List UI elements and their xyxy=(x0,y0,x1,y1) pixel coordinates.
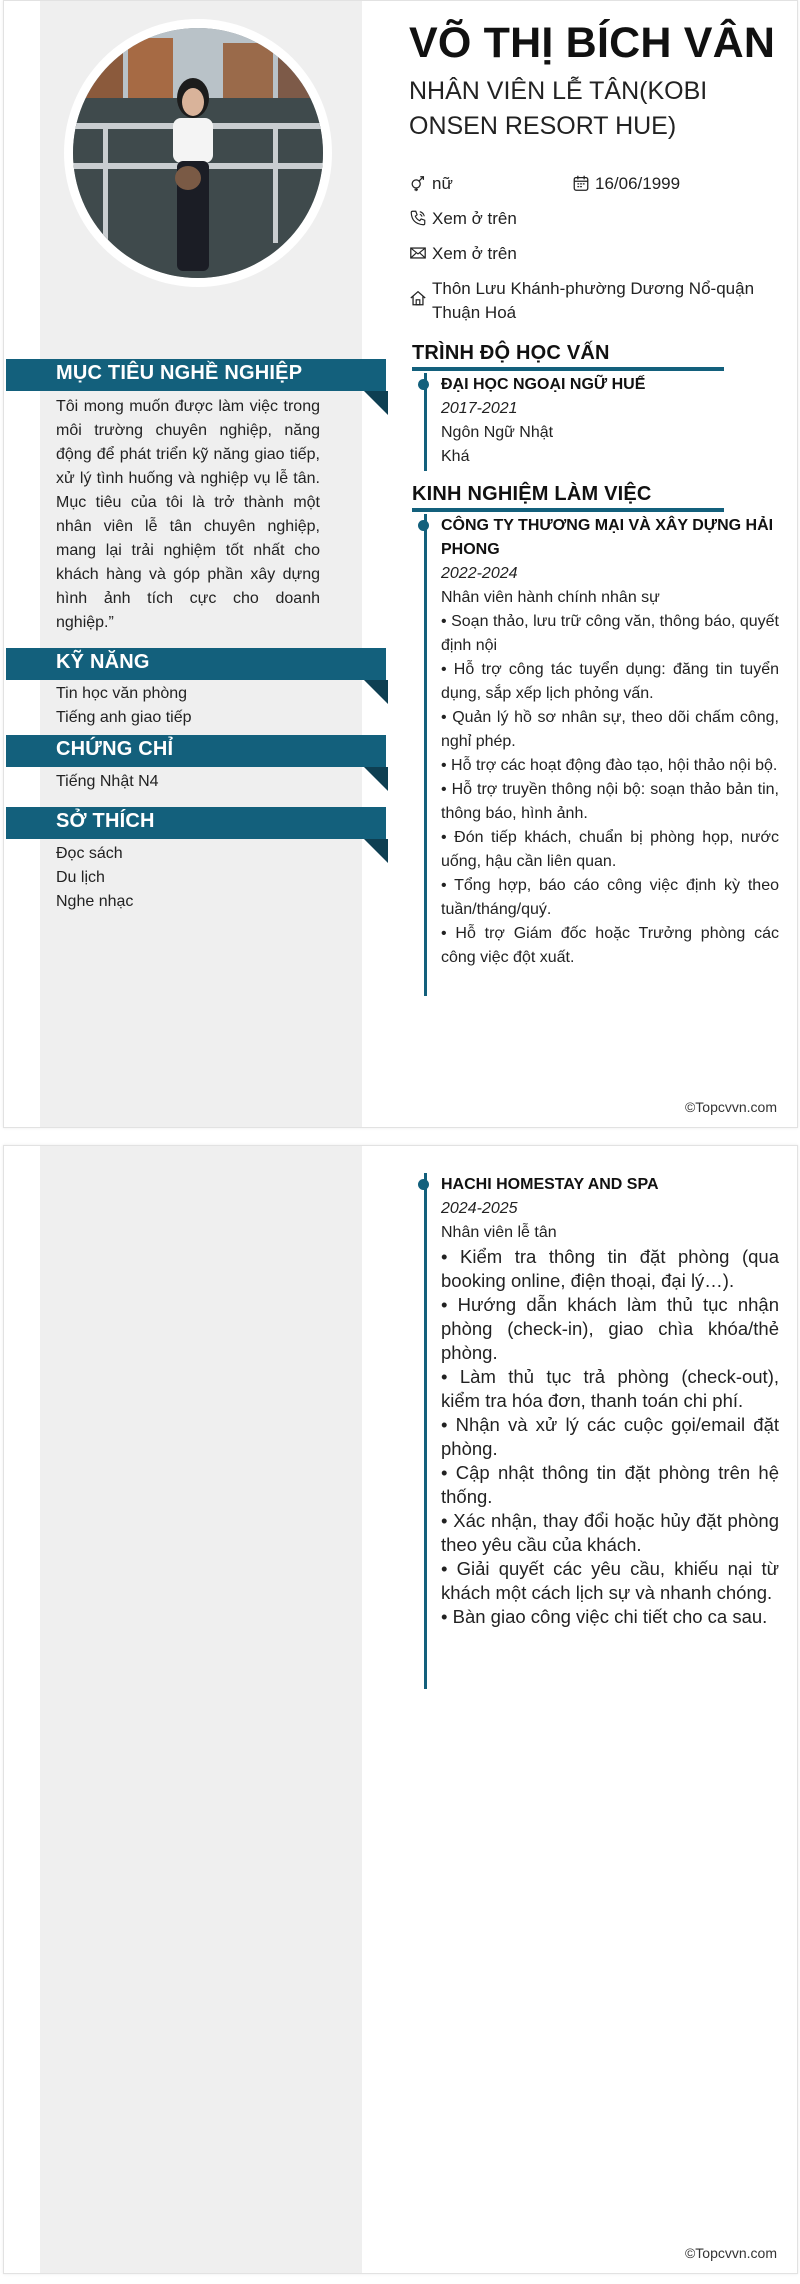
duty-item: • Hỗ trợ các hoạt động đào tạo, hội thảo nội bộ. xyxy=(441,757,778,774)
experience-entry xyxy=(441,1173,779,1629)
certificates-list xyxy=(56,770,320,794)
heading-fold xyxy=(364,680,388,704)
phone-row xyxy=(409,207,517,231)
footer-brand: ©Topcvvn.com xyxy=(684,1099,777,1115)
phone-icon xyxy=(409,209,427,227)
birthdate-value: 16/06/1999 xyxy=(595,174,681,193)
full-name: VÕ THỊ BÍCH VÂN xyxy=(409,19,776,67)
duty-item: • Nhận và xử lý các cuộc gọi/email đặt phòng. xyxy=(441,1414,779,1459)
gender-row xyxy=(409,172,453,196)
objective-title: MỤC TIÊU NGHỀ NGHIỆP xyxy=(56,362,303,384)
experience-period: 2022-2024 xyxy=(441,565,518,582)
skill-item: Tin học văn phòng xyxy=(56,685,188,702)
experience-timeline xyxy=(424,1173,427,1689)
skills-list xyxy=(56,682,320,730)
duty-item: • Giải quyết các yêu cầu, khiếu nại từ khách một cách lịch sự và nhanh chóng. xyxy=(441,1558,779,1603)
avatar xyxy=(64,19,332,287)
experience-position: Nhân viên lễ tân xyxy=(441,1224,557,1241)
job-title: NHÂN VIÊN LỄ TÂN(KOBI ONSEN RESORT HUE) xyxy=(409,77,708,140)
skill-item: Tiếng anh giao tiếp xyxy=(56,709,192,726)
phone-value: Xem ở trên xyxy=(432,209,517,228)
experience-duties xyxy=(441,1245,779,1629)
email-value: Xem ở trên xyxy=(432,244,517,263)
timeline-dot xyxy=(418,520,429,531)
certificates-heading xyxy=(6,735,386,767)
gender-icon xyxy=(409,174,427,192)
skills-heading xyxy=(6,648,386,680)
hobby-item: Đọc sách xyxy=(56,845,123,862)
mail-icon xyxy=(409,244,427,262)
objective-text: Tôi mong muốn được làm việc trong môi trường chuyên nghiệp, năng động để phát triển kỹ năng giao tiếp, xử lý tình huống và nghiệp vụ lễ tân. Mục tiêu của tôi là trở thành một nhân viên lễ tân chuyên nghiệp, mang lại trải nghiệm tốt nhất cho khách hàng và góp phần xây dựng hình ảnh tích cực cho doanh nghiệp.” xyxy=(56,398,320,631)
address-value: Thôn Lưu Khánh-phường Dương Nổ-quận Thuận Hoá xyxy=(432,279,755,322)
education-title: TRÌNH ĐỘ HỌC VẤN xyxy=(412,342,610,364)
duty-item: • Soạn thảo, lưu trữ công văn, thông báo, quyết định nội xyxy=(441,613,779,654)
duty-item: • Hỗ trợ công tác tuyển dụng: đăng tin tuyển dụng, sắp xếp lịch phỏng vấn. xyxy=(441,661,779,702)
cv-page-1 xyxy=(3,0,798,1128)
hobbies-list xyxy=(56,842,320,914)
education-entry xyxy=(441,373,779,469)
calendar-icon xyxy=(572,174,590,192)
experience-underline xyxy=(412,508,724,512)
certificate-item: Tiếng Nhật N4 xyxy=(56,773,159,790)
certificates-title: CHỨNG CHỈ xyxy=(56,738,174,760)
hobbies-heading xyxy=(6,807,386,839)
cv-page-2 xyxy=(3,1145,798,2274)
experience-period: 2024-2025 xyxy=(441,1200,518,1217)
hobby-item: Du lịch xyxy=(56,869,105,886)
duty-item: • Hướng dẫn khách làm thủ tục nhận phòng (check-in), giao chìa khóa/thẻ phòng. xyxy=(441,1294,779,1363)
hobbies-title: SỞ THÍCH xyxy=(56,810,155,832)
experience-duties xyxy=(441,610,779,970)
duty-item: • Kiểm tra thông tin đặt phòng (qua booking online, điện thoại, đại lý…). xyxy=(441,1246,779,1291)
school-name: ĐẠI HỌC NGOẠI NGỮ HUẾ xyxy=(441,376,646,393)
gender-value: nữ xyxy=(432,174,453,193)
company-name: CÔNG TY THƯƠNG MẠI VÀ XÂY DỰNG HẢI PHONG xyxy=(441,517,774,558)
hobby-item: Nghe nhạc xyxy=(56,893,134,910)
duty-item: • Làm thủ tục trả phòng (check-out), kiểm tra hóa đơn, thanh toán chi phí. xyxy=(441,1366,779,1411)
duty-item: • Tổng hợp, báo cáo công việc định kỳ theo tuần/tháng/quý. xyxy=(441,877,779,918)
duty-item: • Đón tiếp khách, chuẩn bị phòng họp, nước uống, hậu cần liên quan. xyxy=(441,829,779,870)
sidebar-background xyxy=(40,1146,362,2273)
company-name: HACHI HOMESTAY AND SPA xyxy=(441,1176,659,1193)
objective-heading xyxy=(6,359,386,391)
duty-item: • Quản lý hồ sơ nhân sự, theo dõi chấm công, nghỉ phép. xyxy=(441,709,779,750)
timeline-dot xyxy=(418,1179,429,1190)
email-row xyxy=(409,242,517,266)
timeline-dot xyxy=(418,379,429,390)
heading-fold xyxy=(364,839,388,863)
footer-brand: ©Topcvvn.com xyxy=(684,2245,777,2261)
skills-title: KỸ NĂNG xyxy=(56,651,150,673)
heading-fold xyxy=(364,391,388,415)
experience-entry xyxy=(441,514,779,970)
education-period: 2017-2021 xyxy=(441,400,518,417)
birthdate-row xyxy=(572,172,680,196)
experience-timeline xyxy=(424,514,427,996)
education-major: Ngôn Ngữ Nhật xyxy=(441,424,554,441)
education-underline xyxy=(412,367,724,371)
duty-item: • Xác nhận, thay đổi hoặc hủy đặt phòng theo yêu cầu của khách. xyxy=(441,1510,779,1555)
heading-fold xyxy=(364,767,388,791)
duty-item: • Cập nhật thông tin đặt phòng trên hệ thống. xyxy=(441,1462,779,1507)
experience-title: KINH NGHIỆM LÀM VIỆC xyxy=(412,483,652,505)
profile-photo xyxy=(73,28,323,278)
address-row xyxy=(409,277,769,325)
duty-item: • Hỗ trợ truyền thông nội bộ: soạn thảo bản tin, thông báo, hình ảnh. xyxy=(441,781,779,822)
experience-position: Nhân viên hành chính nhân sự xyxy=(441,589,660,606)
duty-item: • Bàn giao công việc chi tiết cho ca sau. xyxy=(441,1606,768,1627)
education-grade: Khá xyxy=(441,448,470,465)
home-icon xyxy=(409,289,427,307)
duty-item: • Hỗ trợ Giám đốc hoặc Trưởng phòng các công việc đột xuất. xyxy=(441,925,779,966)
